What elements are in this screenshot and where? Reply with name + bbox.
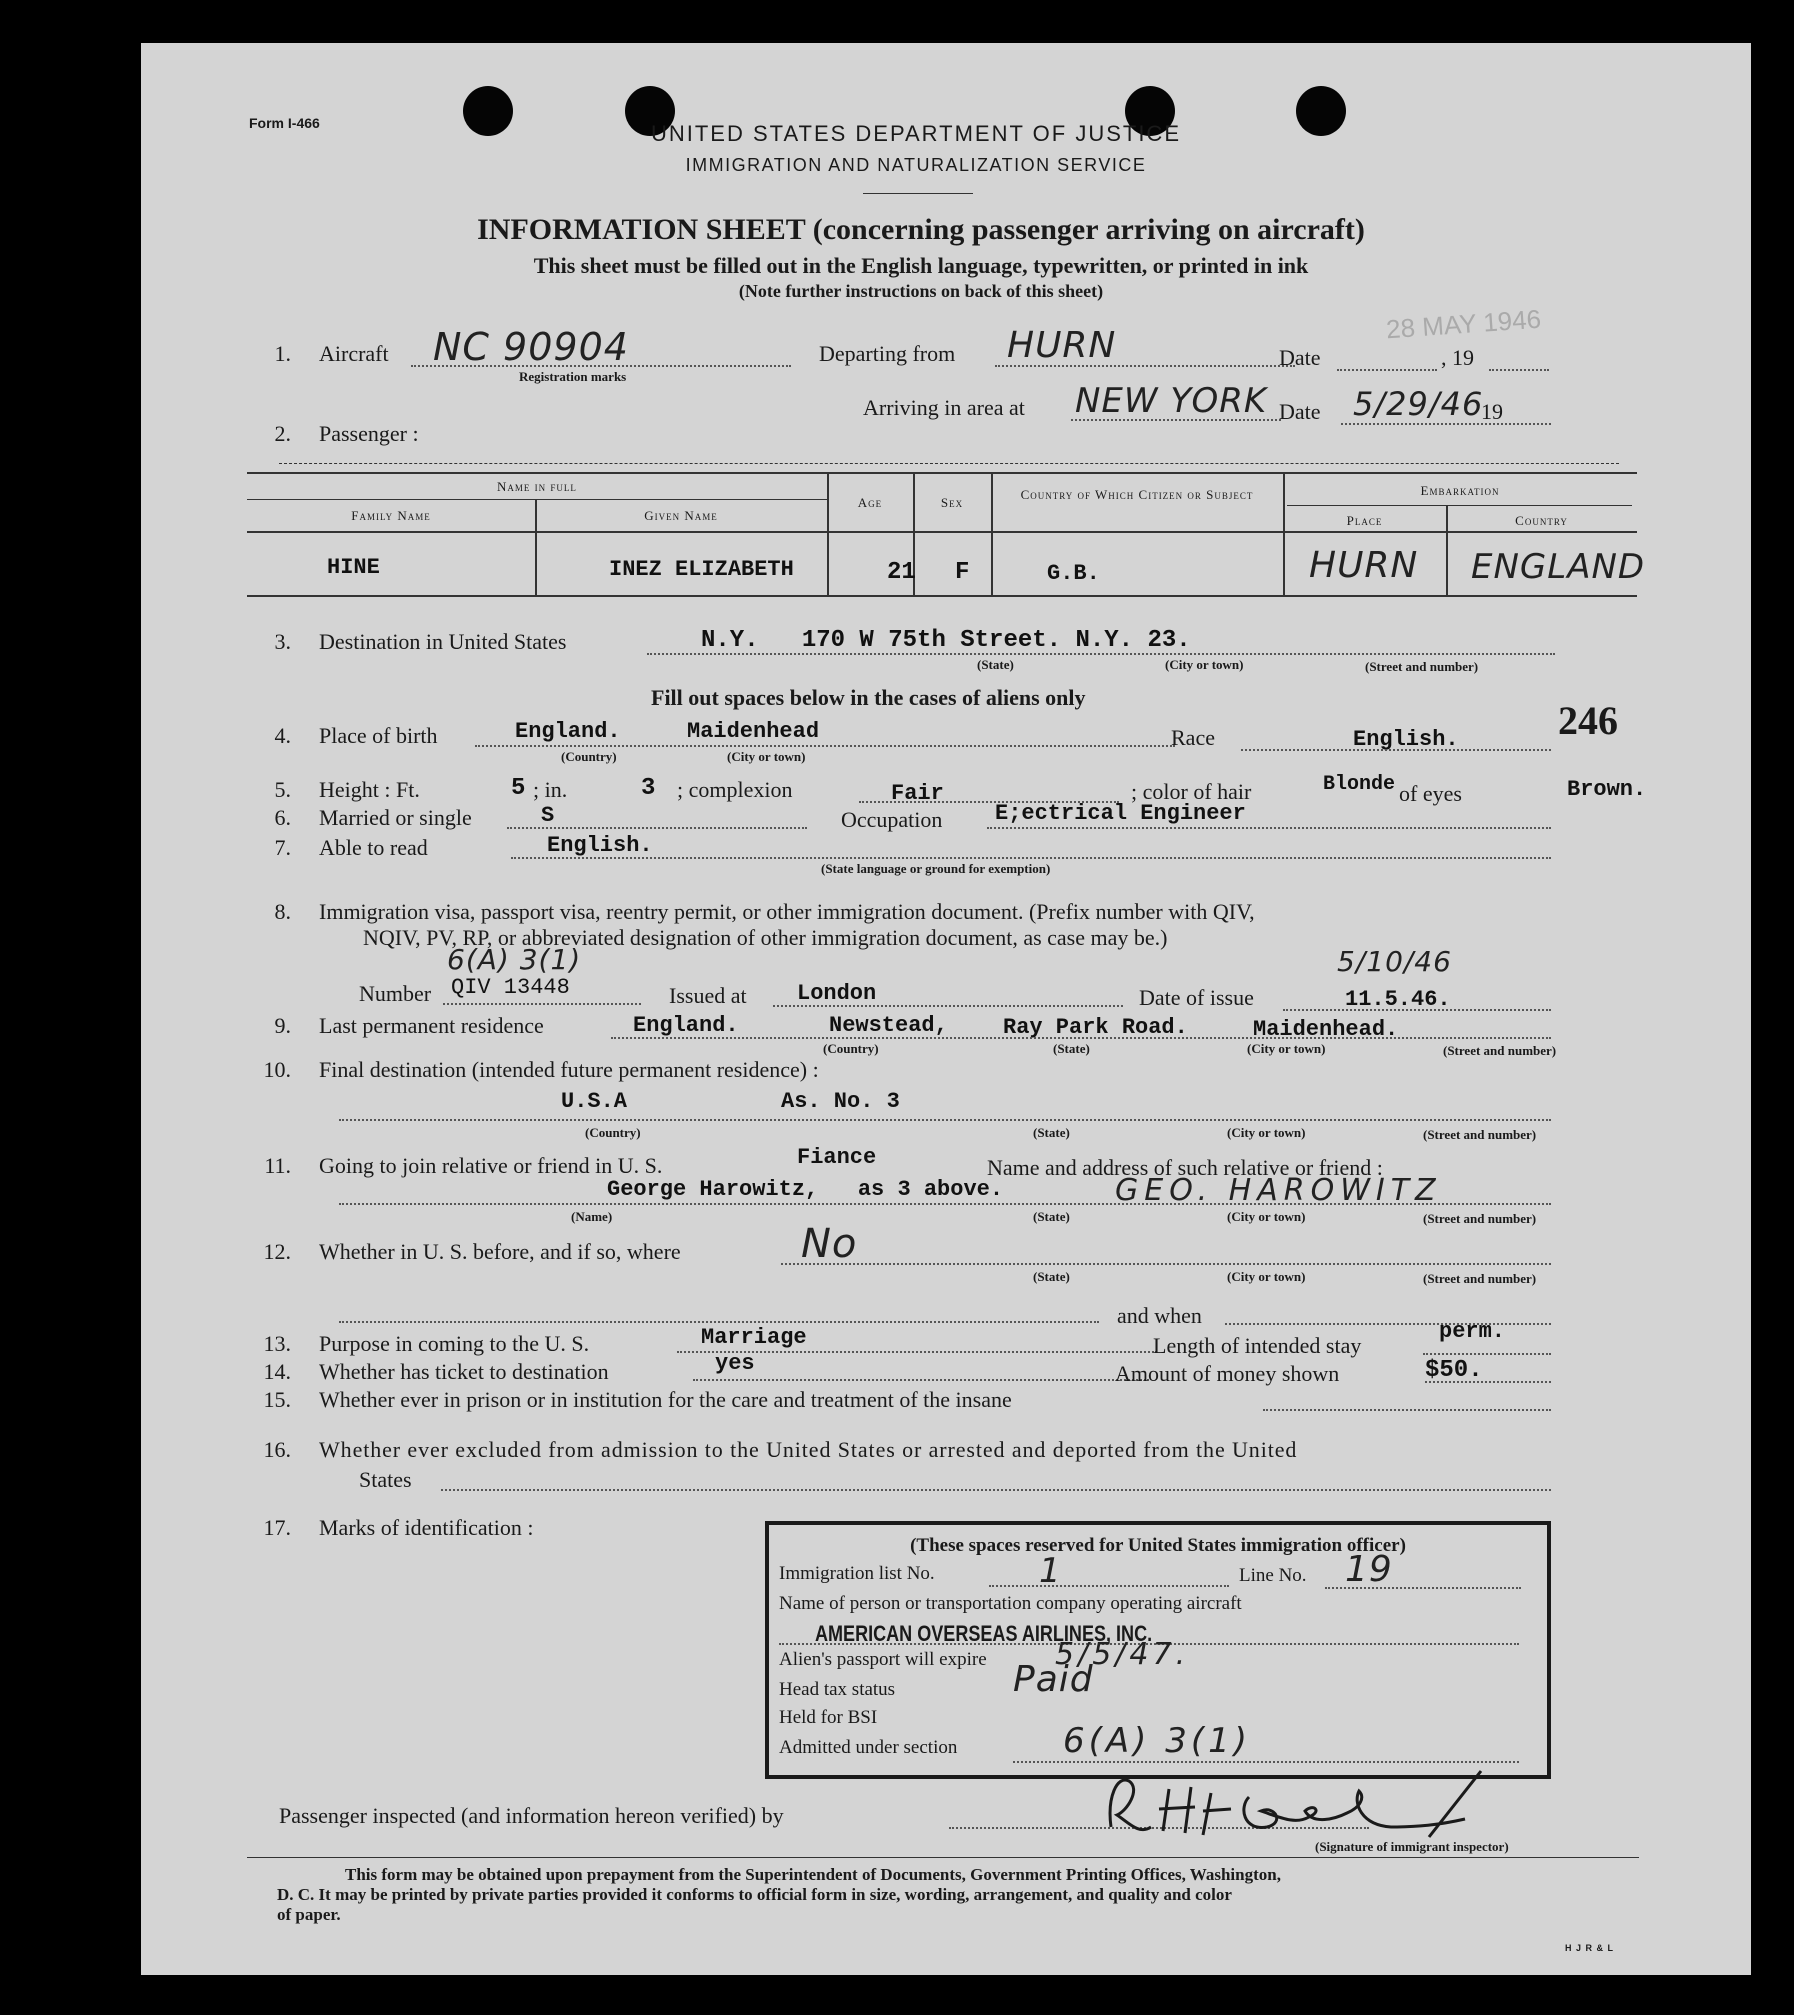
date2-line — [1341, 423, 1551, 425]
cell-age: 21 — [887, 559, 916, 586]
caption-country: (Country) — [823, 1041, 879, 1056]
residence-street: Maidenhead. — [1253, 1017, 1399, 1042]
previous-us-label: Whether in U. S. before, and if so, where — [319, 1239, 681, 1264]
eyes-value: Brown. — [1567, 777, 1647, 802]
officer-box — [765, 1521, 1551, 1779]
eyes-label: of eyes — [1399, 781, 1462, 806]
destination-label: Destination in United States — [319, 629, 567, 654]
issued-label: Issued at — [669, 983, 747, 1008]
date2-label: Date — [1279, 399, 1321, 424]
issued-value: London — [797, 981, 877, 1006]
caption-city: (City or town) — [1227, 1209, 1306, 1224]
relation-value: Fiance — [797, 1145, 877, 1170]
height-inches: 3 — [641, 775, 656, 802]
caption-state: (State) — [1033, 1125, 1070, 1140]
table-divider — [991, 472, 993, 595]
previous-us-value: No — [801, 1221, 858, 1267]
when-label: and when — [1117, 1303, 1202, 1328]
cell-given-name: INEZ ELIZABETH — [609, 557, 794, 582]
caption-state: (State) — [1033, 1209, 1070, 1224]
document-number: QIV 13448 — [451, 975, 570, 1000]
form-subtitle: This sheet must be filled out in the English language, typewritten, or printed in ink — [533, 253, 1309, 278]
race-value: English. — [1353, 727, 1459, 752]
residence-country: England. — [633, 1013, 739, 1038]
departing-label: Departing from — [819, 341, 956, 366]
caption-state: (State) — [977, 657, 1014, 672]
head-tax-value: Paid — [1013, 1659, 1094, 1700]
service-name: IMMIGRATION AND NATURALIZATION SERVICE — [685, 155, 1147, 175]
date-label: Date — [1279, 345, 1321, 370]
officer-box-heading: (These spaces reserved for United States immigration officer) — [910, 1535, 1406, 1556]
date-year-line — [1489, 369, 1549, 371]
footer-text: This form may be obtained upon prepayment from the Superintendent of Documents, Government Printing Offices, Washington, — [345, 1865, 1281, 1884]
head-tax-label: Head tax status — [779, 1679, 896, 1700]
cell-embark-place: HURN — [1309, 545, 1419, 586]
table-top-rule — [247, 472, 1637, 474]
caption-country: (Country) — [561, 749, 617, 764]
table-bottom-rule — [247, 595, 1637, 597]
caption-street: (Street and number) — [1423, 1211, 1537, 1226]
number-line — [443, 1003, 641, 1005]
birthplace-label: Place of birth — [319, 723, 438, 748]
table-header-rule — [247, 531, 1637, 533]
th-embark-place: Place — [1346, 513, 1383, 528]
caption-country: (Country) — [585, 1125, 641, 1140]
table-header-rule — [1287, 505, 1632, 506]
arriving-line — [1071, 419, 1281, 421]
occupation-value: E;ectrical Engineer — [995, 801, 1246, 826]
line-number-line — [1325, 1587, 1521, 1589]
occupation-label: Occupation — [841, 807, 943, 832]
destination-value: N.Y. 170 W 75th Street. N.Y. 23. — [701, 627, 1191, 654]
document-hand-note: 6(A) 3(1) — [447, 943, 582, 976]
prison-line — [1263, 1409, 1551, 1411]
inches-label: ; in. — [533, 777, 568, 802]
race-label: Race — [1171, 725, 1215, 750]
th-sex: Sex — [940, 495, 964, 510]
th-name-in-full: Name in full — [497, 479, 577, 494]
departing-line — [995, 365, 1295, 367]
caption-street: (Street and number) — [1423, 1271, 1537, 1286]
item-number: 6. — [274, 805, 291, 830]
where-line — [339, 1321, 1099, 1323]
read-label: Able to read — [319, 835, 428, 860]
inspector-signature — [1099, 1767, 1499, 1847]
table-divider — [827, 472, 829, 595]
marital-line — [507, 827, 807, 829]
form-sheet — [141, 43, 1751, 1975]
item-number: 1. — [274, 341, 291, 366]
th-embark-country: Country — [1515, 513, 1568, 528]
passenger-label: Passenger : — [319, 421, 419, 446]
caption-state: (State) — [1053, 1041, 1090, 1056]
cell-family-name: HINE — [327, 555, 380, 580]
complexion-label: ; complexion — [677, 777, 793, 802]
ticket-line — [693, 1379, 1149, 1381]
list-number-line — [989, 1585, 1229, 1587]
excluded-label: Whether ever excluded from admission to the United States or arrested and deported from the United — [319, 1437, 1298, 1462]
arrival-date-value: 5/29/46 — [1353, 385, 1484, 423]
ticket-value: yes — [715, 1351, 755, 1376]
company-stamp: AMERICAN OVERSEAS AIRLINES, INC. — [815, 1621, 1153, 1646]
passport-expire-value: 5/5/47. — [1055, 1637, 1190, 1672]
table-header-rule — [247, 499, 827, 500]
birthplace-line — [475, 745, 1175, 747]
document-instructions: Immigration visa, passport visa, reentry permit, or other immigration document. (Prefix number with QIV, — [319, 899, 1255, 924]
residence-line — [611, 1037, 1551, 1039]
residence-city: Ray Park Road. — [1003, 1015, 1188, 1040]
marital-value: S — [541, 803, 555, 828]
hair-label: ; color of hair — [1131, 779, 1252, 804]
caption-city: (City or town) — [1227, 1269, 1306, 1284]
destination-line — [647, 653, 1555, 655]
height-feet: 5 — [511, 775, 526, 802]
purpose-value: Marriage — [701, 1325, 807, 1350]
caption-city: (City or town) — [1165, 657, 1244, 672]
footer-rule — [247, 1857, 1639, 1858]
admitted-label: Admitted under section — [779, 1737, 958, 1758]
money-value: $50. — [1425, 1357, 1483, 1384]
table-top-rule — [279, 463, 1619, 464]
caption-name: (Name) — [571, 1209, 613, 1224]
birth-city: Maidenhead — [687, 719, 820, 744]
complexion-value: Fair — [891, 781, 944, 806]
race-line — [1241, 749, 1551, 751]
prison-label: Whether ever in prison or in institution for the care and treatment of the insane — [319, 1387, 1012, 1412]
footer-text: of paper. — [277, 1905, 341, 1924]
line-number-value: 19 — [1345, 1549, 1393, 1590]
final-destination-line — [339, 1119, 1551, 1121]
caption-street: (Street and number) — [1423, 1127, 1537, 1142]
bsi-label: Held for BSI — [779, 1707, 878, 1728]
item-number: 3. — [274, 629, 291, 654]
date-line — [1337, 369, 1437, 371]
marital-label: Married or single — [319, 805, 472, 830]
previous-us-line — [781, 1263, 1551, 1265]
aircraft-line — [411, 365, 791, 367]
item-number: 7. — [274, 835, 291, 860]
cell-sex: F — [955, 559, 970, 586]
caption-state: (State) — [1033, 1269, 1070, 1284]
stay-value: perm. — [1439, 1319, 1506, 1344]
date-issue-label: Date of issue — [1139, 985, 1254, 1010]
birth-country: England. — [515, 719, 621, 744]
item-number: 5. — [274, 777, 291, 802]
signature-caption: (Signature of immigrant inspector) — [1315, 1839, 1509, 1854]
occupation-line — [987, 827, 1551, 829]
admitted-line — [1013, 1761, 1519, 1763]
arriving-label: Arriving in area at — [863, 395, 1025, 420]
excluded-line — [441, 1489, 1551, 1491]
purpose-label: Purpose in coming to the U. S. — [319, 1331, 590, 1356]
department-name: UNITED STATES DEPARTMENT OF JUSTICE — [650, 121, 1181, 146]
punch-hole — [1296, 86, 1346, 136]
caption-street: (Street and number) — [1365, 659, 1479, 674]
document-instructions: NQIV, PV, RP, or abbreviated designation of other immigration document, as case may be.) — [363, 925, 1168, 950]
residence-label: Last permanent residence — [319, 1013, 544, 1038]
item-number: 9. — [274, 1013, 291, 1038]
form-title: INFORMATION SHEET (concerning passenger arriving on aircraft) — [477, 213, 1365, 246]
hair-value: Blonde — [1323, 773, 1396, 796]
item-number: 4. — [274, 723, 291, 748]
stay-line — [1423, 1353, 1551, 1355]
aircraft-value: NC 90904 — [433, 325, 629, 369]
relative-address-label: Name and address of such relative or friend : — [987, 1155, 1383, 1180]
relative-hand-name: GEO. HAROWITZ — [1115, 1173, 1442, 1208]
number-label: Number — [359, 981, 432, 1006]
cell-citizen: G.B. — [1047, 561, 1100, 586]
item-number: 14. — [263, 1359, 291, 1384]
stay-label: Length of intended stay — [1153, 1333, 1362, 1358]
ticket-label: Whether has ticket to destination — [319, 1359, 609, 1384]
issued-line — [773, 1005, 1123, 1007]
aliens-only-heading: Fill out spaces below in the cases of aliens only — [651, 685, 1086, 710]
admitted-value: 6(A) 3(1) — [1063, 1721, 1252, 1761]
registration-caption: Registration marks — [519, 369, 627, 384]
date-suffix: , 19 — [1441, 345, 1474, 370]
caption-street: (Street and number) — [1443, 1043, 1557, 1058]
excluded-label-cont: States — [359, 1467, 412, 1492]
item-number: 13. — [263, 1331, 291, 1356]
date-issue-line — [1283, 1009, 1551, 1011]
item-number: 15. — [263, 1387, 291, 1412]
item-number: 11. — [264, 1153, 291, 1178]
list-number-value: 1 — [1039, 1551, 1062, 1591]
final-state: As. No. 3 — [781, 1089, 900, 1114]
divider — [863, 193, 973, 194]
printer-mark: H J R & L — [1565, 1943, 1615, 1953]
final-country: U.S.A — [561, 1089, 628, 1114]
company-label: Name of person or transportation company operating aircraft — [779, 1593, 1242, 1614]
read-caption: (State language or ground for exemption) — [821, 861, 1051, 876]
read-value: English. — [547, 833, 653, 858]
received-date-stamp: 28 MAY 1946 — [1385, 303, 1542, 345]
relative-line — [339, 1203, 1551, 1205]
th-family-name: Family Name — [351, 508, 431, 523]
aircraft-label: Aircraft — [319, 341, 389, 366]
inspected-label: Passenger inspected (and information hereon verified) by — [279, 1803, 784, 1828]
th-country-citizen: Country of Which Citizen or Subject — [1020, 487, 1254, 502]
line-number-label: Line No. — [1239, 1565, 1307, 1586]
punch-hole — [463, 86, 513, 136]
issue-hand-date: 5/10/46 — [1337, 945, 1452, 978]
caption-city: (City or town) — [1227, 1125, 1306, 1140]
date-issue-value: 11.5.46. — [1345, 987, 1451, 1012]
date2-suffix: 19 — [1481, 399, 1503, 424]
item-number: 10. — [263, 1057, 291, 1082]
height-label: Height : Ft. — [319, 777, 420, 802]
list-number-label: Immigration list No. — [779, 1563, 935, 1584]
item-number: 17. — [263, 1515, 291, 1540]
read-line — [511, 857, 1551, 859]
final-destination-label: Final destination (intended future permanent residence) : — [319, 1057, 819, 1082]
arriving-value: NEW YORK — [1075, 381, 1268, 421]
th-given-name: Given Name — [644, 508, 718, 523]
stamped-number: 246 — [1558, 698, 1618, 743]
item-number: 2. — [274, 421, 291, 446]
footer-text: D. C. It may be printed by private parties provided it conforms to official form in size, wording, arrangement, and quality and color — [277, 1885, 1232, 1904]
th-age: Age — [857, 495, 883, 510]
item-number: 12. — [263, 1239, 291, 1264]
cell-embark-country: ENGLAND — [1471, 547, 1646, 587]
form-number: Form I-466 — [249, 115, 320, 131]
identification-label: Marks of identification : — [319, 1515, 534, 1540]
residence-state: Newstead, — [829, 1013, 948, 1038]
th-embarkation: Embarkation — [1420, 483, 1500, 498]
passport-expire-label: Alien's passport will expire — [779, 1649, 987, 1670]
item-number: 8. — [274, 899, 291, 924]
form-note: (Note further instructions on back of this sheet) — [738, 281, 1104, 301]
money-line — [1425, 1381, 1551, 1383]
relative-name-value: George Harowitz, as 3 above. — [607, 1177, 1004, 1202]
join-relative-label: Going to join relative or friend in U. S. — [319, 1153, 663, 1178]
item-number: 16. — [263, 1437, 291, 1462]
departing-value: HURN — [1007, 325, 1117, 366]
caption-city: (City or town) — [1247, 1041, 1326, 1056]
caption-city: (City or town) — [727, 749, 806, 764]
money-label: Amount of money shown — [1115, 1361, 1340, 1386]
